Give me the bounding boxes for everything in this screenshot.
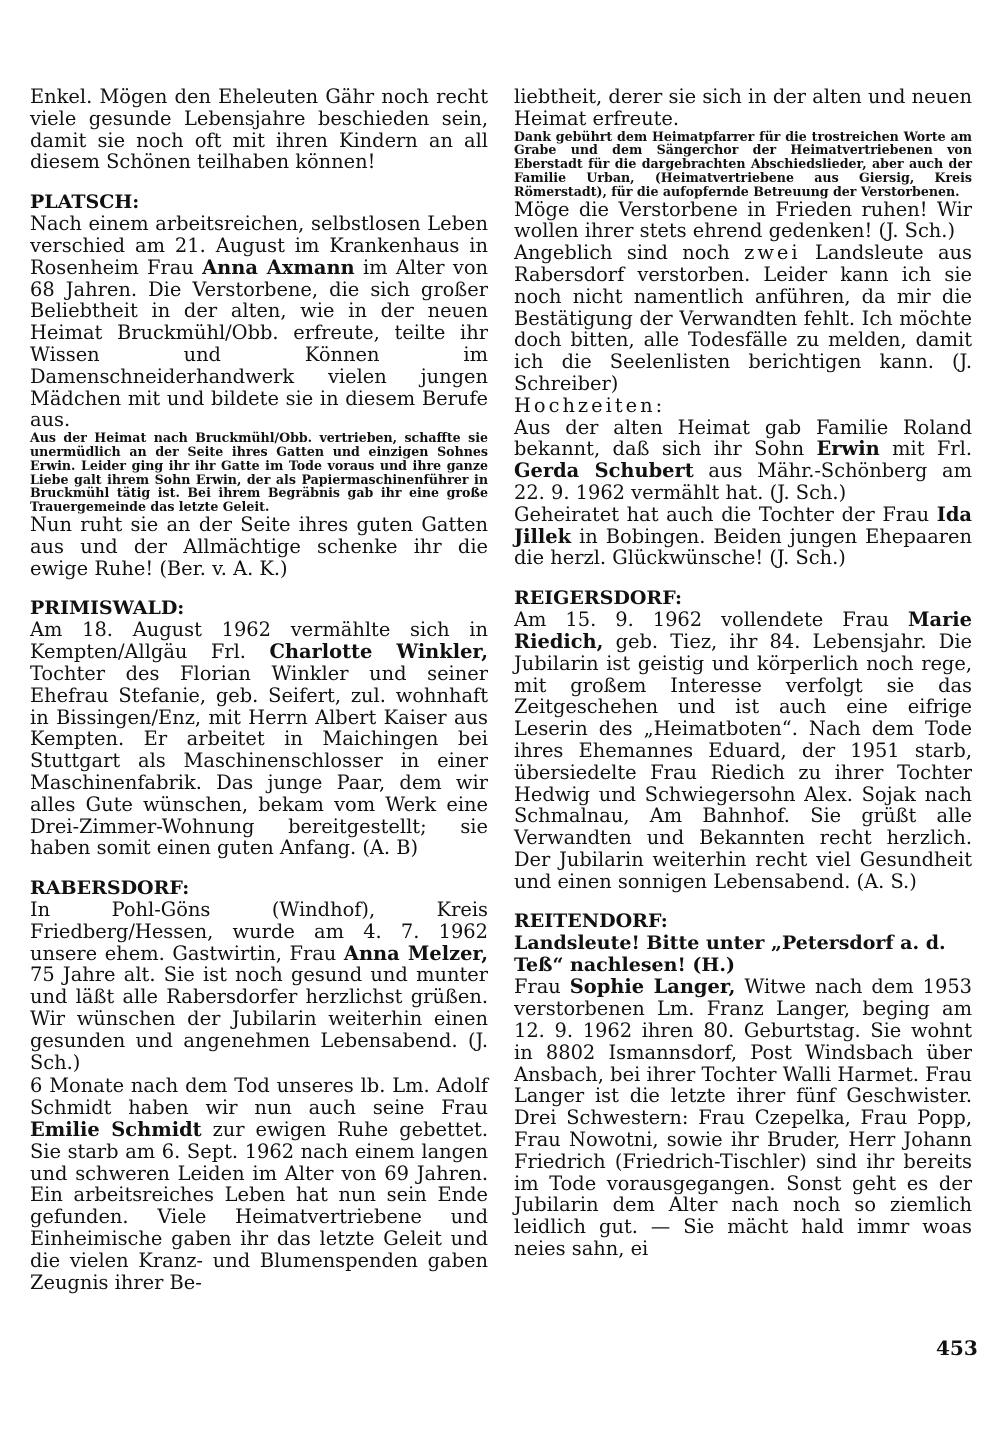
- text-run: Enkel. Mögen den Eheleuten Gähr noch recht viele gesunde Lebensjahre beschieden sein, damit sie noch oft mit ihren Kindern an all diesem Schönen teilhaben können!: [30, 85, 488, 174]
- page-number: 453: [936, 1336, 978, 1360]
- text-run: 75 Jahre alt. Sie ist noch gesund und munter und läßt alle Rabersdorfer herzlichst grüßen. Wir wünschen der Jubilarin weiterhin einen gesunden und angenehmen Lebensabend. (J. Sch.): [30, 963, 488, 1074]
- text-run: Möge die Verstorbene in Frieden ruhen! Wir wollen ihrer stets ehrend gedenken! (J. Sch.): [514, 197, 972, 243]
- bold-name: Charlotte Winkler,: [269, 640, 488, 664]
- text-run: Landsleute aus Rabersdorf verstorben. Leider kann ich sie noch nicht namentlich anführen, da mir die Bestätigung der Verwandten fehlt. Ich möchte doch bitten, alle Todesfälle zu melden, damit ich die Seelenlisten berichtigen kann. (J. Schreiber): [514, 241, 972, 395]
- text-run: REITENDORF:: [514, 910, 668, 933]
- paragraph: [514, 395, 972, 417]
- paragraph: [30, 86, 488, 173]
- spaced-text: Hochzeiten:: [514, 393, 666, 417]
- text-run: mit Frl.: [879, 437, 972, 461]
- section-heading: [514, 932, 972, 976]
- bold-name: Ida Jillek: [514, 502, 972, 548]
- paragraph: [30, 1075, 488, 1293]
- bold-name: Erwin: [816, 437, 880, 461]
- text-run: REIGERSDORF:: [514, 587, 683, 610]
- bold-name: Marie Riedich,: [514, 608, 972, 653]
- section-heading: [514, 587, 972, 609]
- text-run: Am 15. 9. 1962 vollendete Frau: [514, 608, 909, 632]
- text-run: zur ewigen Ruhe gebettet. Sie starb am 6. Sept. 1962 nach einem langen und schweren Leiden im Alter von 69 Jahren. Ein arbeitsreiches Leben hat nun sein Ende gefunden. Viele Heimatvertriebene und Einheimische gaben ihr das letzte Geleit und die vielen Kranz- und Blumenspenden gaben Zeugnis ihrer Be-: [30, 1118, 488, 1294]
- paragraph: [514, 86, 972, 130]
- text-run: Angeblich sind noch: [514, 241, 745, 265]
- text-run: In Pohl-Göns (Windhof), Kreis Friedberg/Hessen, wurde am 4. 7. 1962 unsere ehem. Gastwirtin, Frau: [30, 898, 488, 965]
- small-print-paragraph: [514, 130, 972, 199]
- text-run: Nun ruht sie an der Seite ihres guten Gatten aus und der Allmächtige schenke ihr die ewige Ruhe! (Ber. v. A. K.): [30, 512, 488, 580]
- paragraph: [514, 242, 972, 395]
- text-run: Frau: [514, 975, 570, 999]
- section-heading: [30, 597, 488, 619]
- text-run: Dank gebührt dem Heimatpfarrer für die trostreichen Worte am Grabe und dem Sängerchor der Heimatvertriebenen von Eberstadt für die dargebrachten Abschiedslieder, aber auch der Familie Urban, (Heimatvertriebene aus Giersig, Kreis Römerstadt), für die aufopfernde Betreuung der Verstorbenen.: [514, 128, 972, 199]
- bold-name: Gerda Schubert: [514, 459, 694, 483]
- bold-name: Anna Axmann: [202, 255, 355, 279]
- paragraph: [514, 609, 972, 892]
- text-run: RABERSDORF:: [30, 877, 190, 900]
- text-run: geb. Tiez, ihr 84. Lebensjahr. Die Jubilarin ist geistig und körperlich noch rege, mit großem Interesse verfolgt sie das Zeitgeschehen und ist auch eine eifrige Leserin des „Heimatboten“. Nach dem Tode ihres Ehemannes Eduard, der 1951 starb, übersiedelte Frau Riedich zu ihrer Tochter Hedwig und Schwiegersohn Alex. Sojak nach Schmalnau, Am Bahnhof. Sie grüßt alle Verwandten und Bekannten recht herzlich. Der Jubilarin weiterhin recht viel Gesundheit und einen sonnigen Lebensabend. (A. S.): [514, 629, 972, 893]
- right-column: [514, 86, 972, 1260]
- paragraph: [30, 899, 488, 1073]
- text-run: Witwe nach dem 1953 verstorbenen Lm. Franz Langer, beging am 12. 9. 1962 ihren 80. Geburtstag. Sie wohnt in 8802 Ismannsdorf, Post Windsbach über Ansbach, bei ihrer Tochter Walli Harmet. Frau Langer ist die letzte ihrer fünf Geschwister. Drei Schwestern: Frau Czepelka, Frau Popp, Frau Nowotni, sowie ihr Bruder, Herr Johann Friedrich (Friedrich-Tischler) sind ihr bereits im Tode vorausgegangen. Sonst geht es der Jubilarin dem Alter nach noch so ziemlich leidlich gut. — Sie mächt hald immr woas neies sahn, ei: [514, 975, 973, 1261]
- text-run: Am 18. August 1962 vermählte sich in Kempten/Allgäu Frl.: [30, 618, 488, 664]
- paragraph: [30, 619, 488, 859]
- text-run: Nach einem arbeitsreichen, selbstlosen Leben verschied am 21. August im Krankenhaus in Rosenheim Frau: [30, 212, 488, 279]
- spaced-text: zwei: [744, 241, 801, 265]
- small-print-paragraph: [30, 431, 488, 514]
- paragraph: [30, 514, 488, 579]
- paragraph: [514, 417, 972, 504]
- section-heading: [30, 191, 488, 213]
- left-column: [30, 86, 488, 1293]
- text-run: Landsleute! Bitte unter „Petersdorf a. d. Teß“ nachlesen! (H.): [514, 932, 946, 977]
- bold-name: Sophie Langer,: [569, 975, 736, 999]
- section-heading: [514, 910, 972, 932]
- text-run: aus Mähr.-Schönberg am 22. 9. 1962 vermählt hat. (J. Sch.): [514, 459, 972, 504]
- text-run: Geheiratet hat auch die Tochter der Frau: [514, 502, 937, 526]
- text-run: 6 Monate nach dem Tod unseres lb. Lm. Adolf Schmidt haben wir nun auch seine Frau: [30, 1074, 488, 1120]
- bold-name: Emilie Schmidt: [30, 1118, 202, 1142]
- text-run: PLATSCH:: [30, 191, 140, 214]
- text-run: liebtheit, derer sie sich in der alten und neuen Heimat erfreute.: [514, 85, 972, 130]
- text-run: im Alter von 68 Jahren. Die Verstorbene, die sich großer Beliebtheit in der alten, wie in der neuen Heimat Bruckmühl/Obb. erfreute, teilte ihr Wissen und Können im Damenschneiderhandwerk vielen jungen Mädchen mit und bildete sie in diesem Berufe aus.: [30, 255, 488, 432]
- text-run: Tochter des Florian Winkler und seiner Ehefrau Stefanie, geb. Seifert, zul. wohnhaft in Bissingen/Enz, mit Herrn Albert Kaiser aus Kempten. Er arbeitet in Maichingen bei Stuttgart als Maschinenschlosser in einer Maschinenfabrik. Das junge Paar, dem wir alles Gute wünschen, bekam vom Werk eine Drei-Zimmer-Wohnung bereitgestellt; sie haben somit einen guten Anfang. (A. B): [30, 661, 488, 860]
- paragraph: [514, 199, 972, 243]
- section-heading: [30, 877, 488, 899]
- text-run: PRIMISWALD:: [30, 597, 185, 620]
- text-run: Aus der alten Heimat gab Familie Roland bekannt, daß sich ihr Sohn: [514, 415, 972, 461]
- paragraph: [514, 504, 972, 569]
- text-run: Aus der Heimat nach Bruckmühl/Obb. vertrieben, schaffte sie unermüdlich an der Seite ihres Gatten und einzigen Sohnes Erwin. Leider ging ihr ihr Gatte im Tode voraus und ihre ganze Liebe galt ihrem Sohn Erwin, der als Papiermaschinenführer in Bruckmühl tätig ist. Bei ihrem Begräbnis gab ihr eine große Trauergemeinde das letzte Geleit.: [30, 430, 488, 515]
- paragraph: [30, 213, 488, 431]
- paragraph: [514, 976, 972, 1259]
- text-run: in Bobingen. Beiden jungen Ehepaaren die herzl. Glückwünsche! (J. Sch.): [514, 524, 972, 570]
- bold-name: Anna Melzer,: [343, 941, 488, 965]
